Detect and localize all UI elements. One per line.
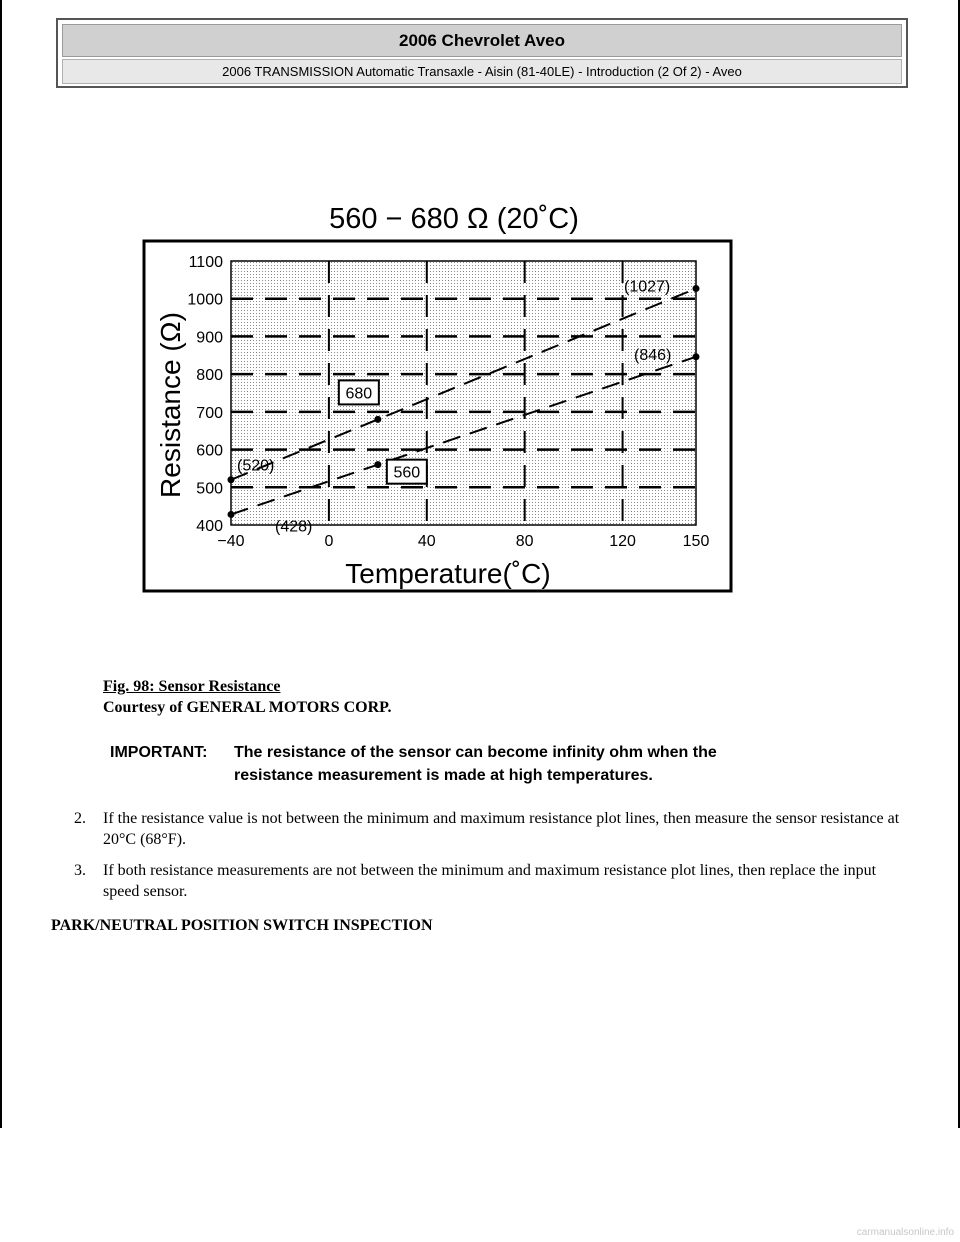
header-subtitle: 2006 TRANSMISSION Automatic Transaxle - Aisin (81-40LE) - Introduction (2 Of 2) - Aveo [62, 59, 902, 84]
data-point [374, 461, 381, 468]
y-tick-label: 400 [196, 518, 223, 535]
y-tick-label: 600 [196, 442, 223, 460]
section-heading: PARK/NEUTRAL POSITION SWITCH INSPECTION [51, 917, 433, 934]
data-point [228, 476, 235, 483]
data-point [693, 353, 700, 360]
data-label: (428) [275, 518, 313, 536]
x-axis-label: Temperature(˚C) [345, 558, 551, 589]
step-number: 3. [74, 862, 86, 879]
header-title: 2006 Chevrolet Aveo [62, 24, 902, 57]
document-header [56, 18, 908, 88]
important-label: IMPORTANT: [110, 744, 208, 761]
data-label: 680 [345, 385, 373, 403]
x-tick-label: 150 [682, 533, 710, 550]
y-tick-label: 500 [196, 480, 223, 498]
x-tick-label: 0 [324, 533, 334, 550]
data-point [693, 285, 700, 292]
data-label: (1027) [624, 278, 671, 296]
chart-title: 560 − 680 Ω (20˚C) [329, 203, 579, 235]
watermark: carmanualsonline.info [856, 1227, 954, 1238]
figure-caption [103, 676, 391, 718]
figure-caption-credit: Courtesy of GENERAL MOTORS CORP. [103, 699, 392, 716]
data-point [228, 511, 235, 518]
y-tick-label: 1000 [187, 291, 223, 309]
data-label: (846) [634, 346, 672, 364]
procedure-steps [74, 808, 914, 912]
important-line-2: resistance measurement is made at high temperatures. [234, 767, 653, 784]
data-label: (520) [237, 457, 275, 475]
step-item [74, 808, 914, 850]
step-item [74, 860, 914, 902]
step-text: If the resistance value is not between the minimum and maximum resistance plot lines, then measure the sensor resistance at 20°C (68°F). [103, 810, 900, 848]
data-point [374, 416, 381, 423]
x-tick-label: 120 [609, 533, 636, 550]
y-tick-label: 700 [196, 404, 223, 422]
step-number: 2. [74, 810, 86, 827]
step-text: If both resistance measurements are not between the minimum and maximum resistance plot lines, then replace the input speed sensor. [103, 862, 877, 900]
y-tick-label: 900 [196, 329, 223, 347]
resistance-chart [136, 190, 736, 600]
y-tick-label: 800 [196, 367, 223, 385]
y-tick-label: 1100 [188, 254, 223, 271]
data-label: 560 [393, 464, 421, 482]
x-tick-label: 80 [515, 533, 534, 550]
sensor-resistance-figure [136, 190, 736, 600]
x-tick-label: 40 [417, 533, 436, 550]
y-axis-label: Resistance (Ω) [155, 312, 186, 498]
plot-area [231, 261, 696, 525]
important-note [110, 741, 717, 787]
x-tick-label: −40 [217, 533, 245, 550]
page-border-left [0, 0, 2, 1128]
important-line-1: The resistance of the sensor can become infinity ohm when the [234, 744, 717, 761]
figure-caption-title: Fig. 98: Sensor Resistance [103, 678, 281, 695]
